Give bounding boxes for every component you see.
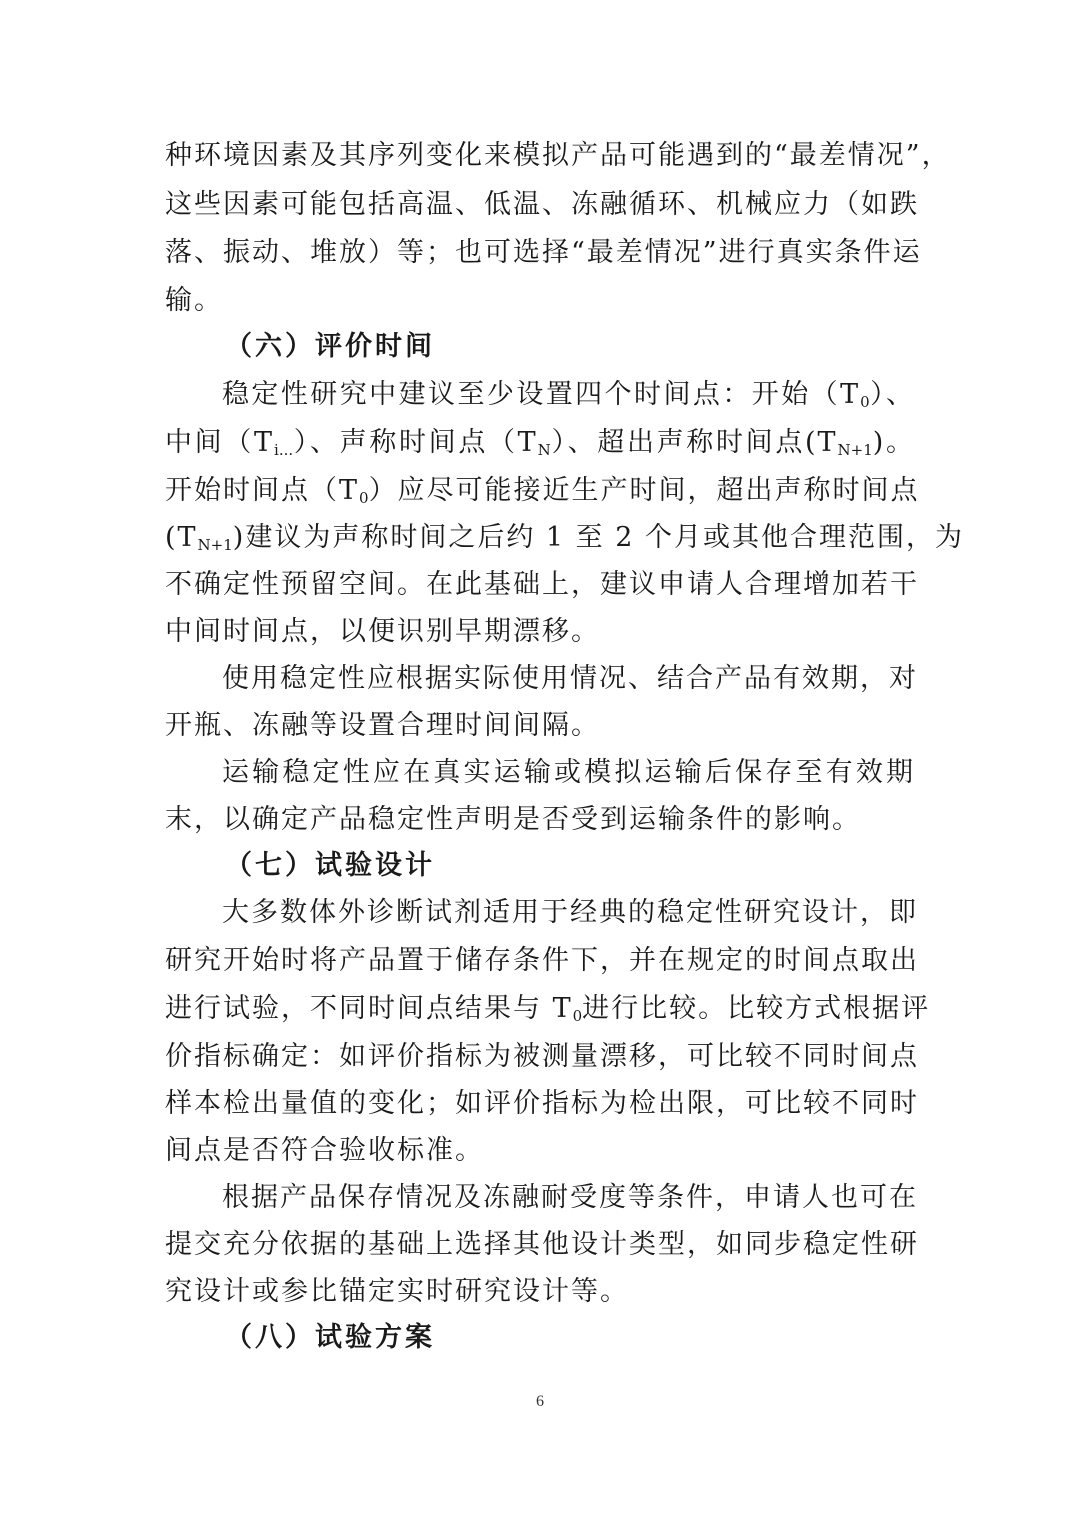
text-line: 根据产品保存情况及冻融耐受度等条件，申请人也可在 (222, 1182, 918, 1213)
text-line: 间点是否符合验收标准。 (165, 1135, 484, 1166)
text-line: 大多数体外诊断试剂适用于经典的稳定性研究设计，即 (222, 897, 918, 928)
text-line: 研究开始时将产品置于储存条件下，并在规定的时间点取出 (165, 945, 919, 976)
text-line: 运输稳定性应在真实运输或模拟运输后保存至有效期 (222, 757, 915, 788)
text-line: 样本检出量值的变化；如评价指标为检出限，可比较不同时 (165, 1088, 919, 1119)
section-heading-6: （六）评价时间 (225, 331, 435, 362)
section-heading-8: （八）试验方案 (225, 1322, 435, 1353)
text-line: 使用稳定性应根据实际使用情况、结合产品有效期，对 (222, 663, 918, 694)
text-line: 开始时间点$(T_0)$应尽可能接近生产时间，超出声称时间点 (165, 475, 920, 507)
section-heading-7: （七）试验设计 (225, 850, 435, 881)
text-line: 究设计或参比锚定实时研究设计等。 (165, 1276, 629, 1307)
text-line: 提交充分依据的基础上选择其他设计类型，如同步稳定性研 (165, 1229, 919, 1260)
text-line: $(T_{N+1})$建议为声称时间之后约 1 至 2 个月或其他合理范围，为 (165, 522, 965, 554)
text-line: 这些因素可能包括高温、低温、冻融循环、机械应力（如跌 (165, 189, 919, 220)
page-number: 6 (536, 1393, 544, 1410)
text-line: 价指标确定：如评价指标为被测量漂移，可比较不同时间点 (165, 1041, 919, 1072)
text-line: 进行试验，不同时间点结果与 $T_0$进行比较。比较方式根据评 (165, 993, 931, 1025)
text-line: 不确定性预留空间。在此基础上，建议申请人合理增加若干 (165, 569, 919, 600)
text-line: 种环境因素及其序列变化来模拟产品可能遇到的“最差情况”， (165, 140, 951, 171)
text-line: 输。 (165, 285, 223, 316)
text-line: 稳定性研究中建议至少设置四个时间点：开始$(T_0)$、 (222, 379, 916, 411)
text-line: 末，以确定产品稳定性声明是否受到运输条件的影响。 (165, 804, 861, 835)
text-line: 开瓶、冻融等设置合理时间间隔。 (165, 710, 600, 741)
text-line: 落、振动、堆放）等；也可选择“最差情况”进行真实条件运 (165, 237, 922, 268)
text-line: 中间时间点，以便识别早期漂移。 (165, 616, 600, 647)
text-line: 中间$(T_{i...})$、声称时间点$(T_N)$、超出声称时间点$(T_{N+1})$。 (165, 427, 915, 459)
